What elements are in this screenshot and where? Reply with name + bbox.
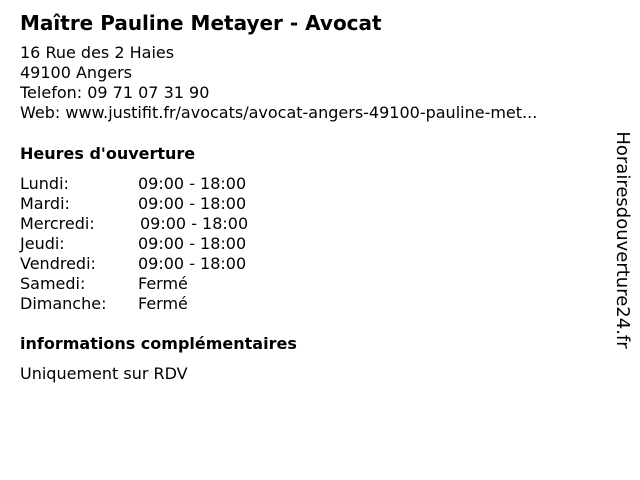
hours-value: 09:00 - 18:00 [140, 214, 249, 233]
day-label: Mardi: [20, 194, 70, 213]
page-title: Maître Pauline Metayer - Avocat [20, 11, 382, 35]
hours-value: 09:00 - 18:00 [138, 194, 247, 213]
hours-value: 09:00 - 18:00 [138, 174, 247, 193]
day-label: Dimanche: [20, 294, 107, 313]
additional-info-heading: informations complémentaires [20, 334, 297, 353]
opening-hours-heading: Heures d'ouverture [20, 144, 196, 163]
day-label: Mercredi: [20, 214, 95, 233]
phone-number: Telefon: 09 71 07 31 90 [20, 83, 210, 102]
day-label: Jeudi: [20, 234, 65, 253]
city-postcode: 49100 Angers [20, 63, 132, 82]
day-label: Vendredi: [20, 254, 96, 273]
hours-value: 09:00 - 18:00 [138, 234, 247, 253]
address-block [20, 43, 610, 123]
hours-value: Fermé [138, 294, 188, 313]
website: Web: www.justifit.fr/avocats/avocat-angers-49100-pauline-met... [20, 103, 538, 122]
day-label: Lundi: [20, 174, 69, 193]
street-address: 16 Rue des 2 Haies [20, 43, 175, 62]
site-watermark: Horairesdouverture24.fr [612, 131, 633, 349]
additional-info-text: Uniquement sur RDV [20, 364, 188, 383]
hours-value: 09:00 - 18:00 [138, 254, 247, 273]
day-label: Samedi: [20, 274, 86, 293]
hours-value: Fermé [138, 274, 188, 293]
